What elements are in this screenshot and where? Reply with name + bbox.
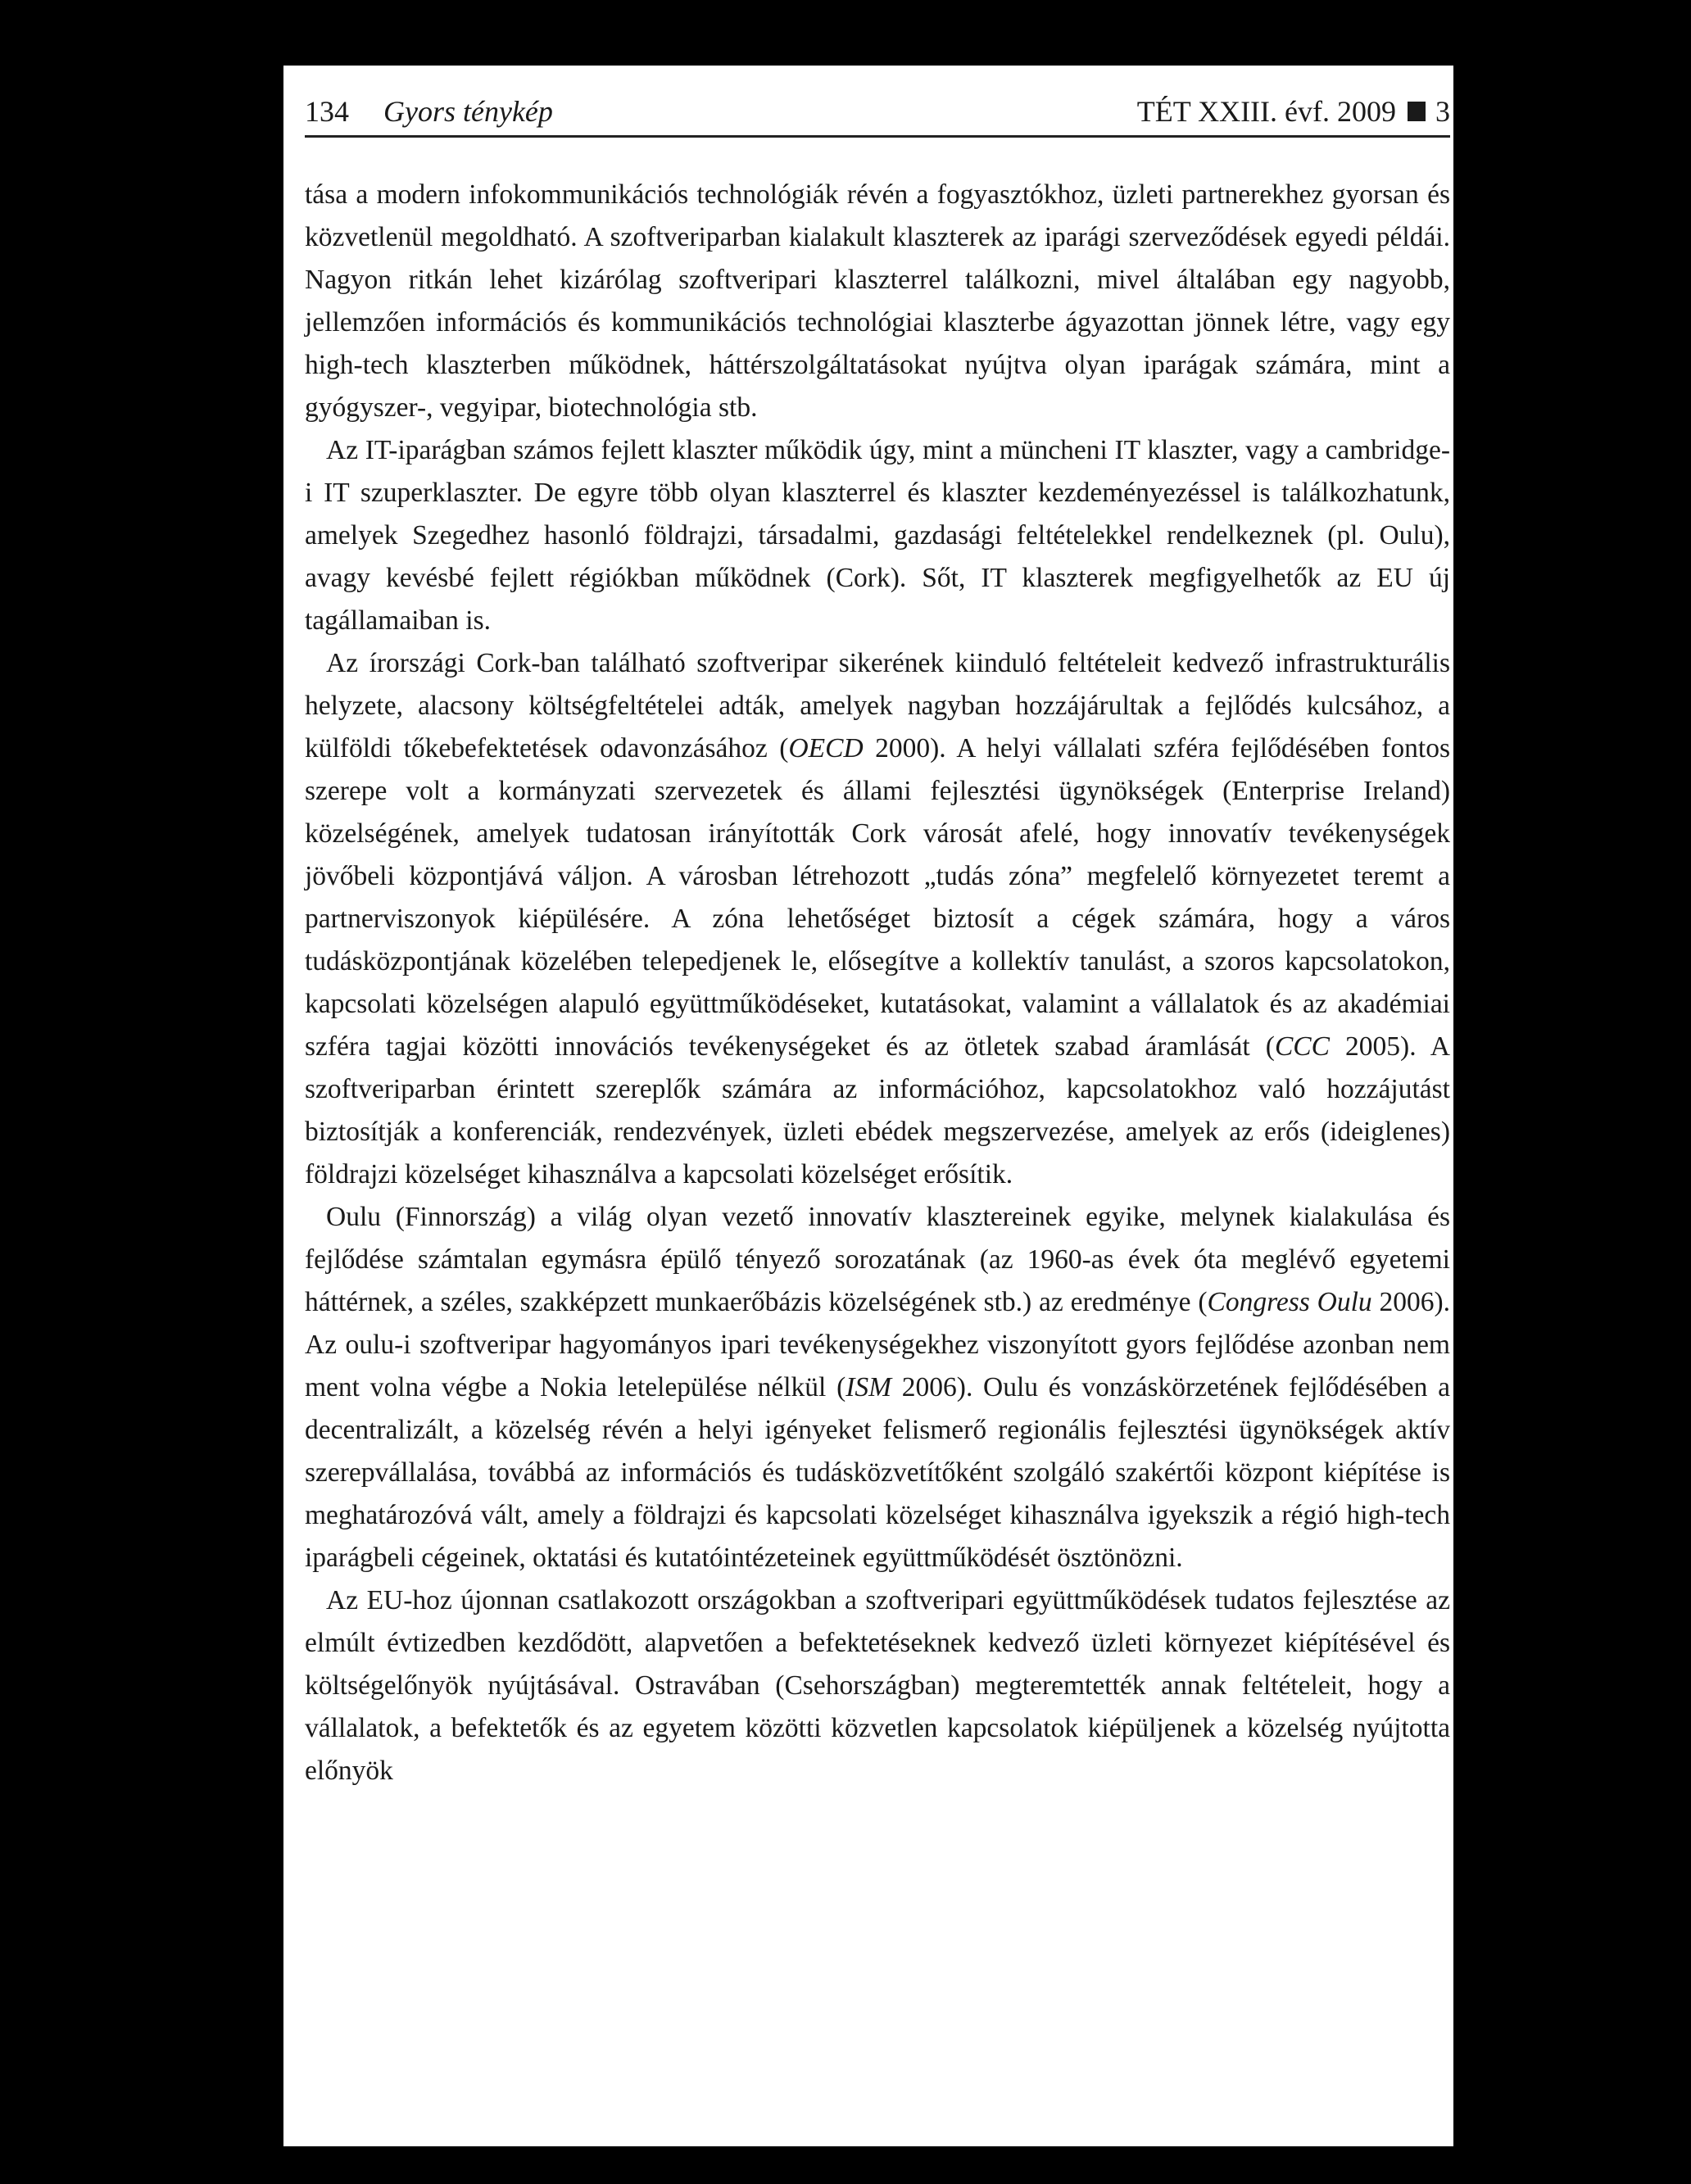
- section-title: Gyors ténykép: [383, 95, 553, 128]
- document-page: [283, 66, 1453, 2146]
- journal-volume-year: TÉT XXIII. évf. 2009: [1136, 95, 1396, 128]
- paragraph: [305, 642, 1450, 1196]
- paragraph-text: 2006). Oulu és vonzáskörzetének fejlődésében a decentralizált, a közelség révén a helyi igényeket felismerő regionális fejlesztési ügynökségek aktív szerepvállalása, továbbá az információs és tudásközvetítőként szolgáló szakértői központ kiépítése is meghatározóvá vált, amely a földrajzi és kapcsolati közelséget kihasználva igyekszik a régió high-tech iparágbeli cégeinek, oktatási és kutatóintézeteinek együttműködését ösztönözni.: [305, 1372, 1450, 1573]
- paragraph: [305, 1579, 1450, 1792]
- paragraph: [305, 174, 1450, 429]
- paragraph-text: Az IT-iparágban számos fejlett klaszter működik úgy, mint a müncheni IT klaszter, vagy a cambridge-i IT szuperklaszter. De egyre több olyan klaszterrel és klaszter kezdeményezéssel is találkozhatunk, amelyek Szegedhez hasonló földrajzi, társadalmi, gazdasági feltételekkel rendelkeznek (pl. Oulu), avagy kevésbé fejlett régiókban működnek (Cork). Sőt, IT klaszterek megfigyelhetők az EU új tagállamaiban is.: [305, 435, 1450, 636]
- citation-reference: Congress Oulu: [1207, 1287, 1372, 1317]
- journal-info: [1137, 94, 1450, 129]
- citation-reference: OECD: [788, 733, 864, 763]
- black-square-icon: [1408, 102, 1426, 121]
- body-text: [305, 174, 1450, 1792]
- citation-reference: CCC: [1274, 1031, 1330, 1062]
- paragraph-text: 2005). A szoftveriparban érintett szereplők számára az információhoz, kapcsolatokhoz való hozzájutást biztosítják a konferenciák, rendezvények, üzleti ebédek megszervezése, amelyek az erős (ideiglenes) földrajzi közelséget kihasználva a kapcsolati közelséget erősítik.: [305, 1031, 1450, 1189]
- paragraph-text: tása a modern infokommunikációs technológiák révén a fogyasztókhoz, üzleti partnerekhez gyorsan és közvetlenül megoldható. A szoftveriparban kialakult klaszterek az iparági szerveződések egyedi példái. Nagyon ritkán lehet kizárólag szoftveripari klaszterrel találkozni, mivel általában egy nagyobb, jellemzően információs és kommunikációs technológiai klaszterbe ágyazottan jönnek létre, vagy egy high-tech klaszterben működnek, háttérszolgáltatásokat nyújtva olyan iparágak számára, mint a gyógyszer-, vegyipar, biotechnológia stb.: [305, 179, 1450, 423]
- paragraph-text: 2006). Az oulu-i szoftveripar hagyományos ipari tevékenységekhez viszonyított gyors fejlődése azonban nem ment volna végbe a Nokia letelepülése nélkül (: [305, 1287, 1450, 1402]
- paragraph-text: Az írországi Cork-ban található szoftveripar sikerének kiinduló feltételeit kedvező infrastrukturális helyzete, alacsony költségfeltételei adták, amelyek nagyban hozzájárultak a fejlődés kulcsához, a külföldi tőkebefektetések odavonzásához (: [305, 648, 1450, 763]
- paragraph: [305, 1196, 1450, 1579]
- paragraph-text: Oulu (Finnország) a világ olyan vezető innovatív klasztereinek egyike, melynek kialakulása és fejlődése számtalan egymásra épülő tényező sorozatának (az 1960-as évek óta meglévő egyetemi háttérnek, a széles, szakképzett munkaerőbázis közelségének stb.) az eredménye (: [305, 1202, 1450, 1317]
- citation-reference: ISM: [846, 1372, 892, 1402]
- issue-number: 3: [1435, 95, 1450, 128]
- page-number: 134: [305, 95, 349, 128]
- paragraph: [305, 429, 1450, 642]
- paragraph-text: Az EU-hoz újonnan csatlakozott országokban a szoftveripari együttműködések tudatos fejlesztése az elmúlt évtizedben kezdődött, alapvetően a befektetéseknek kedvező üzleti környezet kiépítésével és költségelőnyök nyújtásával. Ostravában (Csehországban) megteremtették annak feltételeit, hogy a vállalatok, a befektetők és az egyetem közötti közvetlen kapcsolatok kiépüljenek a közelség nyújtotta előnyök: [305, 1585, 1450, 1786]
- running-header: [305, 87, 1450, 138]
- paragraph-text: 2000). A helyi vállalati szféra fejlődésében fontos szerepe volt a kormányzati szervezetek és állami fejlesztési ügynökségek (Enterprise Ireland) közelségének, amelyek tudatosan irányították Cork városát afelé, hogy innovatív tevékenységek jövőbeli központjává váljon. A városban létrehozott „tudás zóna” megfelelő környezetet teremt a partnerviszonyok kiépülésére. A zóna lehetőséget biztosít a cégek számára, hogy a város tudásközpontjának közelében telepedjenek le, elősegítve a kollektív tanulást, a szoros kapcsolatokon, kapcsolati közelségen alapuló együttműködéseket, kutatásokat, valamint a vállalatok és az akadémiai szféra tagjai közötti innovációs tevékenységeket és az ötletek szabad áramlását (: [305, 733, 1450, 1062]
